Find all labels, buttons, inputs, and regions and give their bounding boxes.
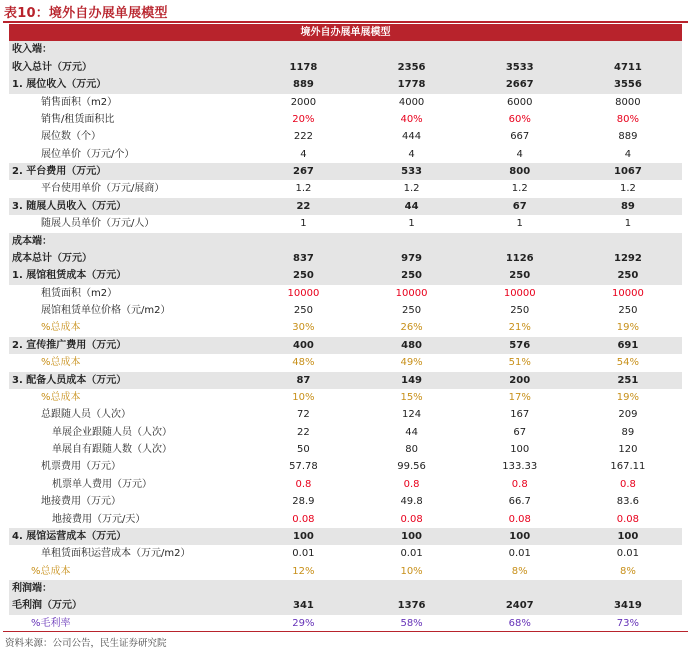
cell-value: 979: [358, 250, 466, 267]
cell-value: 250: [293, 305, 313, 316]
cell-value: 19%: [616, 391, 640, 403]
section-label: 利润端：: [9, 580, 682, 597]
cell-value: 444: [402, 131, 422, 143]
table-row: [9, 528, 682, 545]
bottom-rule: [3, 631, 688, 632]
row-label: %总成本: [31, 565, 71, 577]
table-row: [9, 163, 682, 180]
cell-value: 250: [249, 267, 357, 284]
cell-value: 12%: [292, 565, 315, 577]
cell-value: 19%: [616, 322, 640, 334]
cell-value: 2356: [358, 59, 466, 76]
table-header: 境外自办展单展模型: [9, 24, 682, 41]
cell-value: 889: [618, 131, 638, 143]
cell-value: 68%: [508, 617, 531, 629]
cell-value: 133.33: [502, 461, 538, 473]
row-label: 1. 展馆租赁成本（万元）: [9, 267, 249, 284]
cell-value: 100: [249, 528, 357, 545]
cell-value: 4711: [574, 59, 682, 76]
table-row: [9, 441, 682, 458]
cell-value: 800: [466, 163, 574, 180]
cell-value: 6000: [507, 96, 533, 108]
cell-value: 28.9: [292, 496, 315, 508]
cell-value: 67: [466, 198, 574, 215]
table-header-row: [9, 24, 682, 41]
cell-value: 22: [297, 426, 310, 438]
table-row: [9, 458, 682, 475]
cell-value: 2407: [466, 597, 574, 614]
table-row: [9, 337, 682, 354]
cell-value: 250: [510, 305, 530, 316]
row-label: 随展人员单价（万元/人）: [41, 218, 155, 230]
cell-value: 341: [249, 597, 357, 614]
table-row: [9, 250, 682, 267]
cell-value: 250: [358, 267, 466, 284]
cell-value: 21%: [508, 322, 531, 334]
cell-value: 57.78: [289, 461, 318, 473]
cell-value: 3533: [466, 59, 574, 76]
cell-value: 100: [358, 528, 466, 545]
cell-value: 26%: [400, 322, 423, 334]
table-row: [9, 267, 682, 284]
row-label: 总跟随人员（人次）: [41, 409, 131, 421]
row-label: 3. 随展人员收入（万元）: [9, 198, 249, 215]
table-row: [9, 476, 682, 493]
cell-value: 250: [574, 267, 682, 284]
section-row: [9, 41, 682, 58]
table-row: [9, 319, 682, 336]
cell-value: 8%: [619, 565, 636, 577]
cell-value: 889: [249, 76, 357, 93]
cell-value: 0.01: [616, 548, 640, 560]
section-label: 成本端：: [9, 233, 682, 250]
cell-value: 1: [624, 218, 632, 230]
cell-value: 400: [249, 337, 357, 354]
row-label: 3. 配备人员成本（万元）: [9, 372, 249, 389]
row-label: %毛利率: [31, 617, 71, 629]
cell-value: 0.01: [292, 548, 315, 560]
cell-value: 691: [574, 337, 682, 354]
cell-value: 72: [297, 409, 310, 421]
row-label: %总成本: [41, 322, 81, 334]
cell-value: 20%: [292, 113, 315, 125]
cell-value: 1: [408, 218, 415, 230]
cell-value: 10%: [292, 391, 315, 403]
cell-value: 149: [358, 372, 466, 389]
cell-value: 100: [510, 444, 530, 455]
cell-value: 533: [358, 163, 466, 180]
cell-value: 99.56: [397, 461, 426, 473]
cell-value: 837: [249, 250, 357, 267]
table-row: [9, 406, 682, 423]
cell-value: 44: [358, 198, 466, 215]
cell-value: 0.08: [292, 513, 315, 525]
cell-value: 4: [300, 148, 307, 160]
cell-value: 267: [249, 163, 357, 180]
cell-value: 124: [402, 409, 422, 421]
cell-value: 200: [466, 372, 574, 389]
cell-value: 10000: [503, 287, 536, 299]
row-label: 单展自有跟随人数（人次）: [52, 444, 172, 455]
cell-value: 0.8: [403, 478, 420, 490]
cell-value: 80: [405, 444, 418, 455]
cell-value: 10%: [400, 565, 423, 577]
row-label: 平台使用单价（万元/展商）: [41, 183, 165, 195]
cell-value: 1.2: [619, 183, 636, 195]
section-label: 收入端：: [9, 41, 682, 58]
cell-value: 480: [358, 337, 466, 354]
cell-value: 67: [513, 426, 527, 438]
cell-value: 1778: [358, 76, 466, 93]
row-label: 1. 展位收入（万元）: [9, 76, 249, 93]
cell-value: 87: [249, 372, 357, 389]
cell-value: 0.8: [295, 478, 312, 490]
cell-value: 4: [624, 148, 632, 160]
cell-value: 0.08: [400, 513, 423, 525]
row-label: %总成本: [41, 357, 81, 369]
table-row: [9, 94, 682, 111]
table-row: [9, 146, 682, 163]
cell-value: 250: [402, 305, 422, 316]
row-label: 展位数（个）: [41, 131, 101, 143]
table-row: [9, 111, 682, 128]
table-row: [9, 615, 682, 632]
table-row: [9, 354, 682, 371]
section-row: [9, 580, 682, 597]
row-label: 2. 平台费用（万元）: [9, 163, 249, 180]
row-label: 单租赁面积运营成本（万元/m2）: [41, 548, 191, 560]
table-row: [9, 424, 682, 441]
table-title: 表10：境外自办展单展模型: [4, 6, 168, 21]
table-row: [9, 389, 682, 406]
title-rule: [3, 21, 688, 23]
table-row: [9, 302, 682, 319]
cell-value: 250: [618, 305, 638, 316]
cell-value: 0.08: [616, 513, 640, 525]
cell-value: 8000: [615, 96, 641, 108]
cell-value: 667: [510, 131, 530, 143]
row-label: 成本总计（万元）: [9, 250, 249, 267]
cell-value: 120: [618, 444, 638, 455]
row-label: 机票费用（万元）: [41, 461, 121, 473]
cell-value: 250: [466, 267, 574, 284]
row-label: 单展企业跟随人员（人次）: [52, 426, 172, 438]
cell-value: 209: [618, 409, 638, 421]
cell-value: 0.01: [400, 548, 423, 560]
cell-value: 1376: [358, 597, 466, 614]
cell-value: 167: [510, 409, 530, 421]
table-row: [9, 493, 682, 510]
row-label: 毛利润（万元）: [9, 597, 249, 614]
cell-value: 100: [466, 528, 574, 545]
cell-value: 50: [297, 444, 310, 455]
table-row: [9, 128, 682, 145]
cell-value: 49.8: [400, 496, 423, 508]
row-label: 机票单人费用（万元）: [52, 478, 152, 490]
cell-value: 54%: [616, 357, 640, 369]
cell-value: 10000: [395, 287, 428, 299]
row-label: 地接费用（万元）: [41, 496, 121, 508]
row-label: 租赁面积（m2）: [41, 287, 118, 299]
cell-value: 0.8: [511, 478, 528, 490]
cell-value: 83.6: [616, 496, 640, 508]
cell-value: 1178: [249, 59, 357, 76]
table-row: [9, 180, 682, 197]
cell-value: 89: [621, 426, 635, 438]
cell-value: 167.11: [610, 461, 646, 473]
cell-value: 15%: [400, 391, 423, 403]
table-row: [9, 545, 682, 562]
cell-value: 10000: [612, 287, 644, 299]
cell-value: 1292: [574, 250, 682, 267]
cell-value: 1.2: [511, 183, 528, 195]
cell-value: 0.08: [508, 513, 531, 525]
cell-value: 8%: [511, 565, 528, 577]
cell-value: 2000: [290, 96, 317, 108]
cell-value: 30%: [292, 322, 315, 334]
cell-value: 60%: [508, 113, 531, 125]
data-table: [9, 24, 682, 632]
row-label: 4. 展馆运营成本（万元）: [9, 528, 249, 545]
row-label: 地接费用（万元/天）: [52, 513, 146, 525]
cell-value: 29%: [292, 617, 315, 629]
cell-value: 48%: [292, 357, 315, 369]
cell-value: 22: [249, 198, 357, 215]
table-row: [9, 198, 682, 215]
cell-value: 4: [408, 148, 415, 160]
table-row: [9, 597, 682, 614]
row-label: 销售面积（m2）: [41, 96, 118, 108]
row-label: 2. 宣传推广费用（万元）: [9, 337, 249, 354]
cell-value: 58%: [400, 617, 423, 629]
table-row: [9, 372, 682, 389]
cell-value: 576: [466, 337, 574, 354]
cell-value: 1067: [574, 163, 682, 180]
table-row: [9, 215, 682, 232]
cell-value: 4: [516, 148, 523, 160]
table-row: [9, 76, 682, 93]
cell-value: 1.2: [403, 183, 420, 195]
cell-value: 49%: [400, 357, 423, 369]
cell-value: 51%: [508, 357, 531, 369]
row-label: 展馆租赁单位价格（元/m2）: [41, 305, 171, 316]
cell-value: 17%: [508, 391, 531, 403]
table-row: [9, 285, 682, 302]
cell-value: 73%: [616, 617, 640, 629]
source-note: 资料来源：公司公告，民生证券研究院: [5, 638, 167, 649]
cell-value: 2667: [466, 76, 574, 93]
cell-value: 1126: [466, 250, 574, 267]
cell-value: 66.7: [508, 496, 531, 508]
cell-value: 3419: [574, 597, 682, 614]
cell-value: 0.8: [619, 478, 636, 490]
cell-value: 10000: [287, 287, 320, 299]
table-row: [9, 59, 682, 76]
cell-value: 222: [293, 131, 313, 143]
row-label: 销售/租赁面积比: [41, 113, 115, 125]
table-row: [9, 511, 682, 528]
table-row: [9, 563, 682, 580]
row-label: %总成本: [41, 391, 81, 403]
section-row: [9, 233, 682, 250]
cell-value: 251: [574, 372, 682, 389]
cell-value: 4000: [398, 96, 425, 108]
cell-value: 80%: [616, 113, 640, 125]
cell-value: 100: [574, 528, 682, 545]
cell-value: 0.01: [508, 548, 531, 560]
cell-value: 44: [405, 426, 418, 438]
cell-value: 1: [516, 218, 523, 230]
row-label: 收入总计（万元）: [9, 59, 249, 76]
row-label: 展位单价（万元/个）: [41, 148, 135, 160]
cell-value: 1.2: [295, 183, 312, 195]
cell-value: 3556: [574, 76, 682, 93]
cell-value: 40%: [400, 113, 423, 125]
cell-value: 89: [574, 198, 682, 215]
cell-value: 1: [300, 218, 307, 230]
